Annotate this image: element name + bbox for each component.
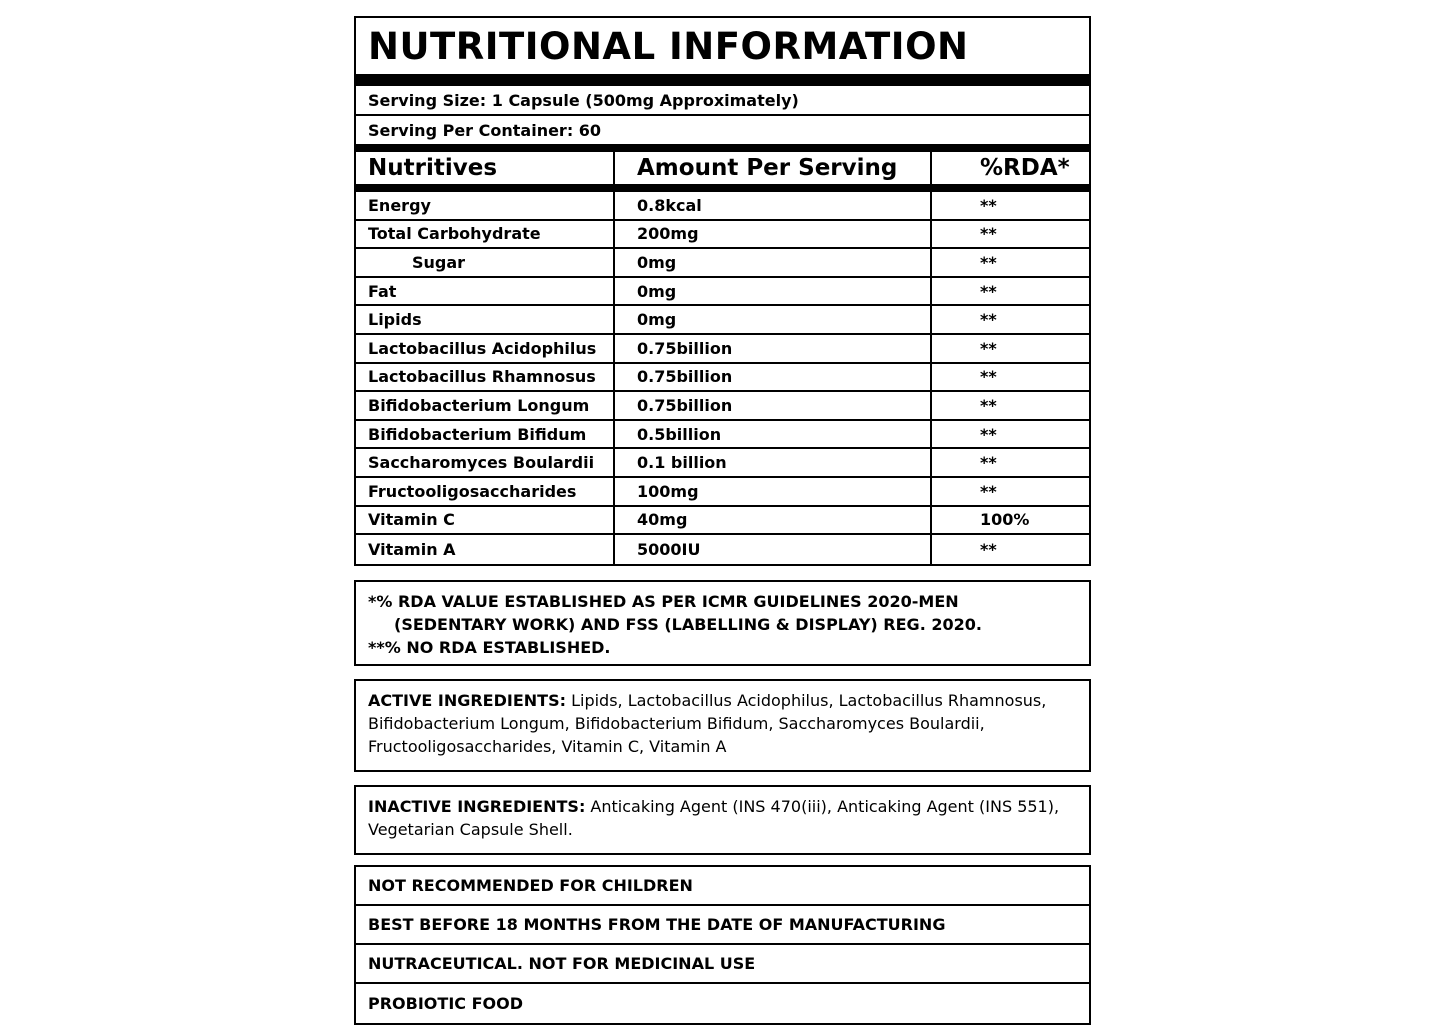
active-ingredients — [354, 679, 1091, 772]
nutrition-label — [354, 16, 1091, 1025]
nutrient-rda: ** — [980, 424, 997, 444]
nutrient-name: Energy — [356, 192, 615, 219]
nutrient-amount: 0.75billion — [615, 364, 932, 391]
nutrient-amount: 40mg — [615, 507, 932, 534]
nutrient-name: Fructooligosaccharides — [356, 478, 615, 505]
table-row — [356, 392, 1089, 421]
nutrient-name: Lipids — [356, 306, 615, 333]
rda-notes — [354, 580, 1091, 666]
nutrient-name: Fat — [356, 278, 615, 305]
nutrition-table — [354, 16, 1091, 566]
nutrient-name: Vitamin A — [356, 535, 615, 564]
table-row — [356, 221, 1089, 250]
inactive-ingredients — [354, 785, 1091, 855]
warning-line: NOT RECOMMENDED FOR CHILDREN — [356, 867, 1089, 906]
nutrient-amount: 0mg — [615, 249, 932, 276]
nutrient-amount: 0.5billion — [615, 421, 932, 448]
table-row — [356, 449, 1089, 478]
table-row — [356, 335, 1089, 364]
table-row — [356, 278, 1089, 307]
nutrient-rda: ** — [980, 252, 997, 272]
nutrient-rda: ** — [980, 395, 997, 415]
nutrient-amount: 5000IU — [615, 535, 932, 564]
inactive-ingredients-text: Anticaking Agent (INS 470(iii), Anticaking Agent (INS 551), Vegetarian Capsule Shell. — [368, 796, 1060, 839]
table-row — [356, 192, 1089, 221]
inactive-ingredients-label: INACTIVE INGREDIENTS: — [368, 796, 586, 816]
header-rda: %RDA* — [980, 155, 1070, 181]
active-ingredients-label: ACTIVE INGREDIENTS: — [368, 690, 566, 710]
nutrient-name: Bifidobacterium Longum — [356, 392, 615, 419]
nutrient-rda: ** — [980, 281, 997, 301]
nutrient-name: Sugar — [356, 249, 615, 276]
rda-note-line: **% NO RDA ESTABLISHED. — [368, 637, 611, 657]
nutrient-rda: ** — [980, 481, 997, 501]
table-row — [356, 249, 1089, 278]
table-row — [356, 364, 1089, 393]
header-amount: Amount Per Serving — [615, 152, 932, 184]
table-row — [356, 421, 1089, 450]
rda-note-line: *% RDA VALUE ESTABLISHED AS PER ICMR GUIDELINES 2020-MEN — [368, 591, 959, 611]
nutrient-name: Lactobacillus Rhamnosus — [356, 364, 615, 391]
nutrient-name: Bifidobacterium Bifidum — [356, 421, 615, 448]
table-row — [356, 306, 1089, 335]
table-row — [356, 507, 1089, 536]
table-row — [356, 535, 1089, 564]
nutrient-amount: 0mg — [615, 278, 932, 305]
header-nutritives: Nutritives — [356, 152, 615, 184]
nutrient-name: Lactobacillus Acidophilus — [356, 335, 615, 362]
serving-size: Serving Size: 1 Capsule (500mg Approximately) — [356, 86, 1089, 116]
warning-line: BEST BEFORE 18 MONTHS FROM THE DATE OF MANUFACTURING — [356, 906, 1089, 945]
table-header — [356, 152, 1089, 192]
nutrient-rda: ** — [980, 195, 997, 215]
nutrient-rda: ** — [980, 539, 997, 559]
warnings-box — [354, 865, 1091, 1025]
label-title: NUTRITIONAL INFORMATION — [356, 18, 1089, 86]
nutrient-name: Total Carbohydrate — [356, 221, 615, 248]
nutrient-rda: ** — [980, 367, 997, 387]
warning-line: PROBIOTIC FOOD — [368, 993, 523, 1013]
table-row — [356, 478, 1089, 507]
rda-note-line: (SEDENTARY WORK) AND FSS (LABELLING & DISPLAY) REG. 2020. — [394, 614, 982, 634]
nutrient-rda: ** — [980, 453, 997, 473]
nutrient-name: Saccharomyces Boulardii — [356, 449, 615, 476]
nutrient-amount: 200mg — [615, 221, 932, 248]
nutrient-rda: 100% — [980, 510, 1030, 530]
serving-per-container: Serving Per Container: 60 — [356, 116, 1089, 152]
nutrient-name: Vitamin C — [356, 507, 615, 534]
active-ingredients-text: Lipids, Lactobacillus Acidophilus, Lactobacillus Rhamnosus, Bifidobacterium Longum, Bifidobacterium Bifidum, Saccharomyces Boulardii, Fructooligosaccharides, Vitamin C, Vitamin A — [368, 690, 1047, 756]
nutrient-amount: 0.8kcal — [615, 192, 932, 219]
nutrient-amount: 0mg — [615, 306, 932, 333]
nutrient-rda: ** — [980, 310, 997, 330]
nutrient-amount: 0.75billion — [615, 392, 932, 419]
nutrient-amount: 100mg — [615, 478, 932, 505]
nutrient-rda: ** — [980, 338, 997, 358]
nutrient-rda: ** — [980, 224, 997, 244]
nutrient-amount: 0.1 billion — [615, 449, 932, 476]
nutrient-amount: 0.75billion — [615, 335, 932, 362]
warning-line: NUTRACEUTICAL. NOT FOR MEDICINAL USE — [356, 945, 1089, 984]
